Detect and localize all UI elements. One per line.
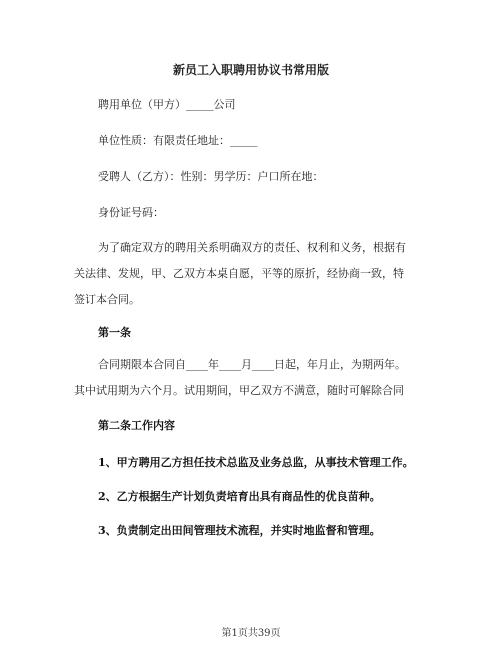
section-2-item-2: 2、乙方根据生产计划负责培育出具有商品性的优良苗种。 (98, 490, 381, 503)
employee-line: 受聘人（乙方）：性别：男学历：户口所在地： (98, 170, 324, 183)
section-1-line-1: 合同期限本合同自____年____月____日起，年月止，为期两年。 (98, 358, 406, 371)
id-number-line: 身份证号码： (98, 206, 164, 219)
section-2-item-1: 1、甲方聘用乙方担任技术总监及业务总监，从事技术管理工作。 (98, 456, 414, 469)
employer-line: 聘用单位（甲方）_____公司 (98, 98, 236, 111)
section-2-item-3: 3、负责制定出田间管理技术流程，并实时地监督和管理。 (98, 524, 381, 537)
section-2-heading: 第二条工作内容 (98, 419, 175, 432)
preamble-line-1: 为了确定双方的聘用关系明确双方的责任、权利和义务，根据有 (98, 241, 406, 254)
employer-nature-line: 单位性质：有限责任地址：_____ (98, 134, 258, 147)
page-number-footer: 第1页共39页 (221, 628, 281, 639)
section-1-heading: 第一条 (98, 326, 131, 339)
document-title: 新员工入职聘用协议书常用版 (172, 63, 329, 77)
section-1-line-2: 其中试用期为六个月。试用期间，甲乙双方不满意，随时可解除合同 (74, 384, 404, 397)
preamble-line-2: 关法律、发规，甲、乙双方本桌自愿，平等的原折，经协商一致，特 (74, 267, 404, 280)
preamble-line-3: 签订本合同。 (74, 293, 140, 306)
